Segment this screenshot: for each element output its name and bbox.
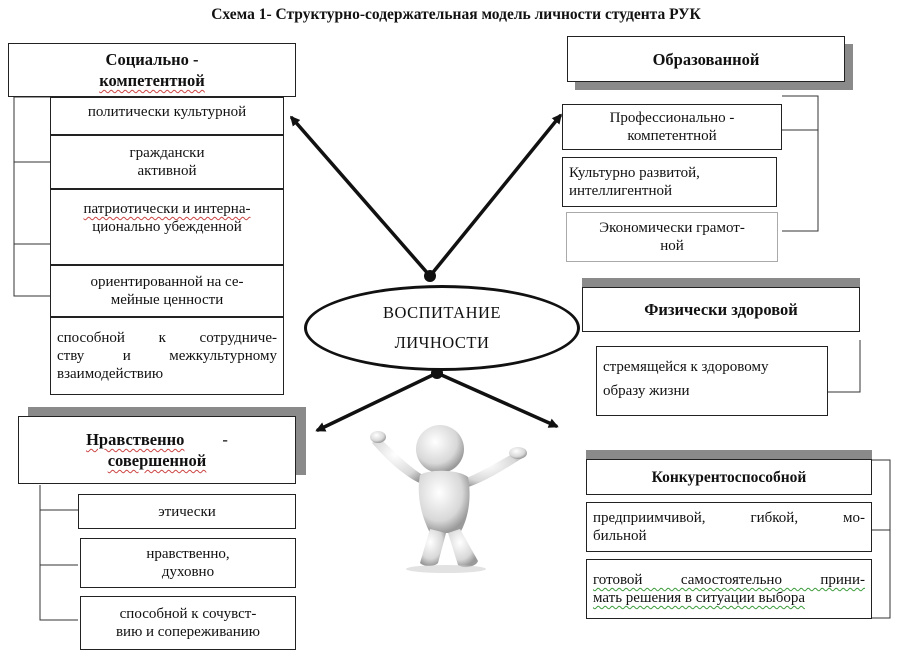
educated-item-1-line2: компетентной xyxy=(627,128,717,144)
moral-item-1 xyxy=(78,494,296,529)
center-line1: ВОСПИТАНИЕ xyxy=(382,303,502,322)
competitive-item-1-line1: предприимчивой, гибкой, мо- xyxy=(593,510,865,526)
center-line2: ЛИЧНОСТИ xyxy=(394,333,490,352)
educated-item-1 xyxy=(562,104,782,150)
social-item-2 xyxy=(50,135,284,189)
educated-item-1-line1: Профессионально - xyxy=(609,110,735,126)
social-item-3 xyxy=(50,189,284,265)
social-item-1 xyxy=(50,97,284,135)
moral-item-2 xyxy=(80,538,296,588)
moral-item-3-line2: вию и сопереживанию xyxy=(115,624,261,640)
social-item-1-line1: политически культурной xyxy=(87,104,247,120)
competitive-item-2-line1: готовой самостоятельно прини- xyxy=(593,572,865,588)
educated-header xyxy=(567,36,845,82)
competitive-header-text: Конкурентоспособной xyxy=(651,468,807,486)
competitive-item-2-line2: мать решения в ситуации выбора xyxy=(593,590,805,606)
educated-item-2-line2: интеллигентной xyxy=(569,183,673,199)
social-header xyxy=(8,43,296,97)
competitive-item-2 xyxy=(586,559,872,619)
competitive-item-1-line2: бильной xyxy=(593,528,647,544)
moral-item-2-line2: духовно xyxy=(161,564,215,580)
social-item-5-line3: взаимодействию xyxy=(57,366,164,382)
educated-item-2-line1: Культурно развитой, xyxy=(569,165,700,181)
competitive-item-1 xyxy=(586,502,872,552)
diagram-title: Схема 1- Структурно-содержательная модель личности студента РУК xyxy=(211,6,701,23)
social-item-2-line1: граждански xyxy=(129,145,205,161)
educated-item-3-line2: ной xyxy=(660,238,684,254)
node-top xyxy=(424,270,436,282)
physical-header xyxy=(582,287,860,332)
social-item-5-line2: ству и межкультурному xyxy=(57,348,277,364)
moral-item-3-line1: способной к сочувст- xyxy=(119,606,257,622)
competitive-header xyxy=(586,459,872,495)
educated-item-3-line1: Экономически грамот- xyxy=(599,220,745,236)
person-figure-icon xyxy=(368,415,528,575)
social-header-line2: компетентной xyxy=(99,71,205,90)
social-item-4-line1: ориентированной на се- xyxy=(90,274,244,290)
moral-item-1-line1: этически xyxy=(158,503,216,520)
social-header-line1: Социально - xyxy=(105,50,199,69)
educated-header-text: Образованной xyxy=(652,49,760,69)
social-item-2-line2: активной xyxy=(137,163,197,179)
social-item-3-line1: патриотически и интерна- xyxy=(83,201,251,217)
moral-header-line2: совершенной xyxy=(107,451,207,470)
social-item-3-line2: ционально убежденной xyxy=(92,219,242,235)
physical-item-1 xyxy=(596,346,828,416)
social-item-5 xyxy=(50,317,284,395)
moral-header-line1 xyxy=(25,429,289,450)
moral-header-dash: - xyxy=(222,430,228,449)
moral-header xyxy=(18,416,296,484)
social-item-4 xyxy=(50,265,284,317)
moral-item-2-line1: нравственно, xyxy=(146,546,230,562)
moral-header-word: Нравственно xyxy=(86,430,185,449)
moral-item-3 xyxy=(80,596,296,650)
center-ellipse xyxy=(304,285,580,371)
physical-item-1-line2: образу жизни xyxy=(603,383,690,399)
physical-header-text: Физически здоровой xyxy=(644,300,798,319)
social-item-4-line2: мейные ценности xyxy=(110,292,224,308)
physical-item-1-line1: стремящейся к здоровому xyxy=(603,359,769,375)
social-item-5-line1: способной к сотрудниче- xyxy=(57,330,277,346)
educated-item-3 xyxy=(566,212,778,262)
educated-item-2 xyxy=(562,157,777,207)
